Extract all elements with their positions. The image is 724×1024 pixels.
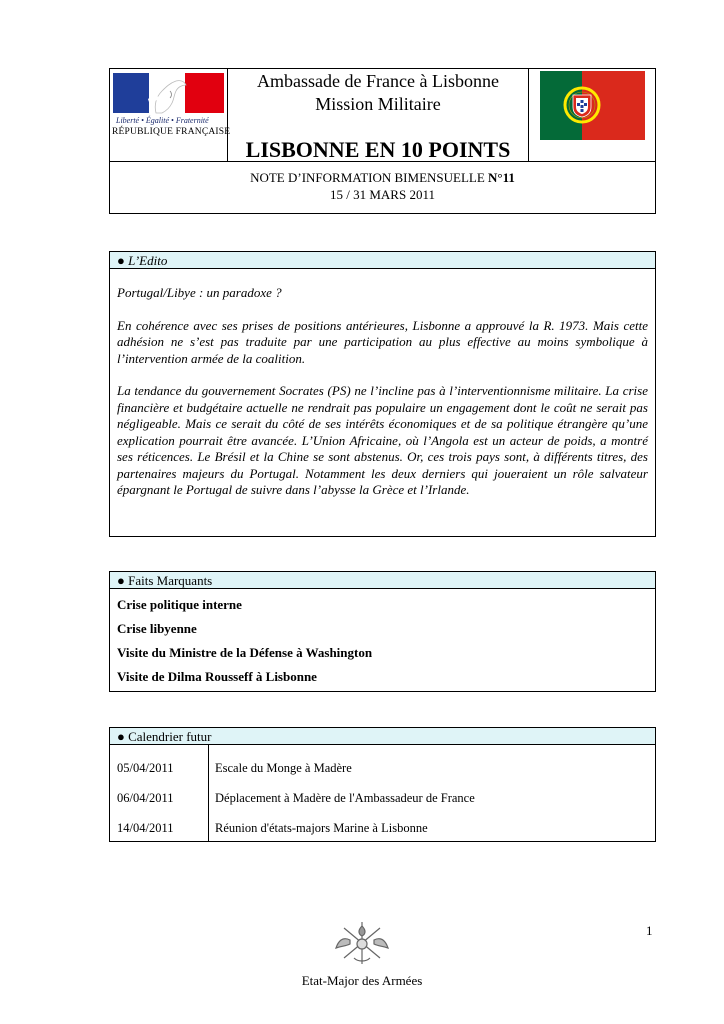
edito-section xyxy=(109,251,656,537)
calendrier-section xyxy=(109,727,656,842)
list-item: Crise politique interne xyxy=(117,597,242,612)
table-row xyxy=(110,758,655,778)
list-item: Crise libyenne xyxy=(117,621,197,636)
portugal-flag-icon xyxy=(529,69,656,161)
page-number: 1 xyxy=(646,923,653,938)
flag-cell xyxy=(528,69,655,161)
event-date: 05/04/2011 xyxy=(117,761,174,775)
marianne-logo-icon xyxy=(110,69,228,115)
event-label: Escale du Monge à Madère xyxy=(215,761,352,775)
document-header xyxy=(109,68,656,214)
bullet-icon: ● xyxy=(117,573,125,588)
faits-marquants-section xyxy=(109,571,656,692)
page-title: LISBONNE EN 10 POINTS xyxy=(245,137,511,162)
embassy-name: Ambassade de France à Lisbonne xyxy=(257,71,499,91)
faits-heading: Faits Marquants xyxy=(128,573,213,588)
note-date-range: 15 / 31 MARS 2011 xyxy=(330,187,435,202)
header-top-row xyxy=(110,69,655,161)
edito-paragraph: En cohérence avec ses prises de positions antérieures, Lisbonne a approuvé la R. 1973. Mais cette adhésion ne s’est pas traduite par une participation au plus effective au moins symbolique à l’intervention armée de la coalition. xyxy=(117,317,648,366)
list-item: Visite de Dilma Rousseff à Lisbonne xyxy=(117,669,317,684)
header-title-block xyxy=(228,69,528,161)
edito-heading: L’Edito xyxy=(128,253,168,268)
faits-header xyxy=(110,572,655,589)
event-label: Déplacement à Madère de l'Ambassadeur de France xyxy=(215,791,475,805)
note-prefix: NOTE D’INFORMATION BIMENSUELLE xyxy=(250,170,489,185)
calendrier-header xyxy=(110,728,655,745)
note-number: N°11 xyxy=(488,170,515,185)
edito-paragraph: Portugal/Libye : un paradoxe ? xyxy=(117,285,282,300)
edito-body xyxy=(110,269,655,499)
edito-header xyxy=(110,252,655,269)
table-row xyxy=(110,788,655,808)
list-item: Visite du Ministre de la Défense à Washington xyxy=(117,645,373,660)
bullet-icon: ● xyxy=(117,253,125,268)
republique-francaise-logo xyxy=(110,69,231,161)
republic-motto: Liberté • Égalité • Fraternité xyxy=(116,116,209,125)
header-note-row xyxy=(110,161,655,214)
note-title xyxy=(110,170,655,186)
event-date: 14/04/2011 xyxy=(117,821,174,835)
mission-name: Mission Militaire xyxy=(315,94,441,114)
calendrier-heading: Calendrier futur xyxy=(128,729,212,744)
bullet-icon: ● xyxy=(117,729,125,744)
event-date: 06/04/2011 xyxy=(117,791,174,805)
event-label: Réunion d'états-majors Marine à Lisbonne xyxy=(215,821,428,835)
table-row xyxy=(110,818,655,838)
footer-organization: Etat-Major des Armées xyxy=(301,973,423,988)
republic-name: RÉPUBLIQUE FRANÇAISE xyxy=(112,127,231,137)
etat-major-emblem-icon xyxy=(332,918,392,968)
edito-paragraph: La tendance du gouvernement Socrates (PS) ne l’incline pas à l’interventionnisme militaire. La crise financière et budgétaire actuelle ne rendrait pas populaire un engagement dont le coût ne serait pas négligeable. Mais ce serait du côté de ses intérêts économiques et de sa politique étrangère qu’une explication pourrait être avancée. L’Union Africaine, où l’Angola est un acteur de poids, a montré ses réticences. Le Brésil et la Chine se sont abstenus. Or, ces trois pays sont, à différents titres, des partenaires majeurs du Portugal. Notamment les deux derniers qui joueraient un rôle salvateur épargnant le Portugal de suivre dans l’abysse la Grèce et l’Irlande. xyxy=(117,383,648,497)
